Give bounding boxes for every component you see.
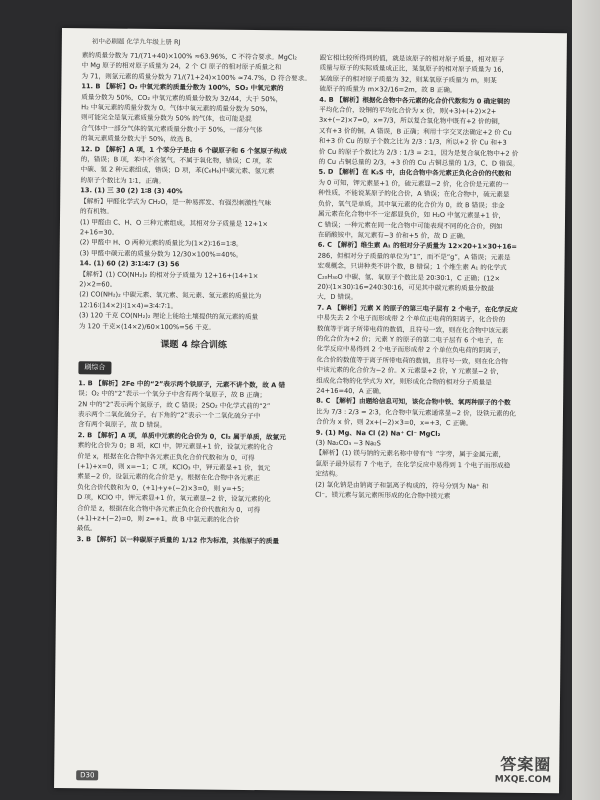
text-line: 合气体中一部分气体的氧元素质量分数小于 50%，一部分气体 [80, 124, 263, 134]
text-line: C₂₀H₃₀O 中碳、氢、氧原子个数比是 20∶30∶1，C 正确；(12× [317, 272, 501, 283]
text-line: 数值等于离子所带电荷的数值，且符号一致，则在化合物中该元素 [316, 324, 509, 335]
text-line: 12. D 【解析】A 项，1 个苯分子是由 6 个碳原子和 6 个氢原子构成 [80, 144, 287, 156]
text-line: 比为 7/3 : 2/3 = 2∶3，化合物中氧元素通常显−2 价，设铁元素的化 [315, 407, 516, 418]
text-line: 286，但相对分子质量的单位为“1”，而不是“g”，A 错误；元素是 [317, 251, 511, 262]
text-line: 的原子个数比为 1∶1，正确。 [80, 176, 166, 185]
text-line: 8. C 【解析】由题给信息可知，该化合物中铁、氧两种原子的个数 [316, 397, 511, 408]
text-line: 某硫原子的相对原子质量为 32，则某氧原子质量为 m，则某 [319, 74, 497, 85]
text-line: 和+3 价 Cu 的原子个数之比为 2/3 : 1/3，所以+2 价 Cu 和+3 [318, 136, 507, 147]
text-line: 中 Mg 原子的相对原子质量为 24，2 个 Cl 原子的相对原子质量之和 [81, 61, 282, 72]
text-line: 2. B 【解析】A 项，单质中元素的化合价为 0，Cl₂ 属于单质，故氯元 [77, 430, 286, 442]
text-line: C 错误；一种元素在同一化合物中可能表现不同的化合价，例如 [317, 220, 503, 231]
text-line: 组成化合物的化学式为 XY，则形成化合物的相对分子质量是 [316, 376, 492, 387]
text-line: 中易失去 2 个电子而形成带 2 个单位正电荷的阳离子，化合价的 [316, 313, 506, 324]
text-line: 素的化合价为 0；B 项，KCl 中，钾元素显+1 价，设氯元素的化合 [77, 441, 274, 452]
text-line: 素的质量分数为 71/(71+40)×100% ≈63.96%，C 不符合要求。MgCl₂ [81, 51, 298, 62]
text-line: 跟它相比较所得到的值，就是该原子的相对原子质量，相对原子 [319, 53, 505, 64]
text-line: D 项，KClO 中，钾元素显+1 价，氧元素显−2 价，设氯元素的化 [77, 493, 271, 504]
text-line: 中该元素的化合价为−2 价。X 元素显+2 价，Y 元素显−2 价， [316, 365, 504, 376]
text-line: 负价，氧气是单质，其中氧元素的化合价为 0，故 B 错误；非金 [318, 199, 505, 210]
text-line: 的，错误；B 项，苯中不含氢气，不属于氧化物，错误；C 项，苯 [80, 155, 273, 166]
text-line: H₂ 中氧元素的质量分数为 0。气体中氧元素的质量分数为 50%， [81, 103, 273, 114]
text-line: 24+16=40，A 正确。 [316, 386, 386, 396]
text-line: 宏观概念，只讲种类不讲个数，B 错误；1 个维生素 A₁ 的化学式 [317, 261, 507, 272]
adjacent-page-edge [572, 0, 600, 800]
text-line: 【解析】(1) CO(NH₂)₂ 的相对分子质量为 12+16+(14+1× [79, 269, 259, 280]
text-line: 中碳、氢 2 种元素组成，错误；D 项，苯(C₆H₆)中碳元素、氢元素 [80, 165, 275, 176]
text-line: 20)∶(1×30)∶16=240∶30∶16，可见其中碳元素的质量分数最 [317, 282, 495, 293]
text-line: 质量与原子的实际质量成正比，某氧原子的相对原子质量为 16， [319, 64, 509, 75]
text-line: 13. (1) 三 30 (2) 1∶8 (3) 40% [80, 186, 183, 196]
watermark-text: 答案圈 [500, 754, 552, 775]
text-line: 6. C 【解析】维生素 A₁ 的相对分子质量为 12×20+1×30+16= [317, 241, 518, 252]
text-line: 误；O₂ 中的“2”表示一个氧分子中含有两个氧原子，故 B 正确； [78, 389, 267, 400]
text-line: 平均化合价，设铜的平均化合价为 x 价，则(+3)+(+2)×2+ [319, 105, 497, 116]
text-line: 硫原子的质量为 m×32/16=2m，故 B 正确。 [319, 84, 457, 95]
text-line: (2) CO(NH₂)₂ 中碳元素、氧元素、氮元素、氢元素的质量比为 [79, 290, 262, 301]
text-line: (+1)+z+(−2)=0，则 z=+1。故 B 中氯元素的化合价 [76, 514, 240, 524]
text-line: 【解析】(1) 镁与钠的元素名称中带有“钅”字旁，属于金属元素， [315, 449, 506, 460]
left-answers-top [79, 50, 312, 333]
text-line: 为 120 千克×(14×2)/60×100%=56 千克。 [78, 321, 216, 332]
text-line: 2)×2=60。 [79, 280, 117, 289]
text-line: Cl⁻，镁元素与氯元素所形成的化合物中镁元素 [315, 490, 451, 501]
text-line: (3) Na₂CO₃ −3 Na₂S [315, 438, 381, 448]
watermark [495, 752, 552, 786]
text-line: 质量分数为 50%，CO₂ 中氧元素的质量分数为 32/44，大于 50%， [81, 92, 283, 103]
text-line: (3) 甲醛中碳元素的质量分数为 12/30×100%=40%。 [79, 248, 243, 259]
section-title: 课题 4 综合训练 [160, 340, 227, 351]
right-column [315, 53, 550, 503]
text-line: 的化合价为+2 价；元素 Y 的原子的第二电子层有 6 个电子，在 [316, 334, 504, 345]
text-line: 最低。 [76, 524, 97, 533]
text-line: 2N 中的“2”表示两个氮原子，故 C 错误；2SO₂ 中化学式前的“2” [78, 399, 271, 410]
text-line: (3) 120 千克 CO(NH₂)₂ 理论上能给土壤提供的氮元素的质量 [78, 311, 259, 322]
text-line: (2) 甲醛中 H、O 两种元素的质量比为(1×2)∶16=1∶8。 [79, 238, 243, 249]
right-answers [315, 53, 550, 503]
left-answers-bottom [77, 378, 309, 547]
text-line: 的 Cu 占铜总量的 2/3，+3 价的 Cu 占铜总量的 1/3，C、D 错误。 [318, 157, 519, 168]
text-line: 又有+3 价的铜，A 错误，B 正确；利用十字交叉法确定+2 价 Cu [318, 126, 512, 137]
text-line: 含有两个氧原子，故 D 错误。 [77, 420, 167, 430]
text-line: 氯原子最外层有 7 个电子，在化学反应中易得到 1 个电子而形成稳 [315, 459, 511, 470]
watermark-url: MXQE.COM [494, 774, 552, 786]
text-line: 9. (1) Mg、Na Cl (2) Na⁺ Cl⁻ MgCl₂ [315, 428, 441, 438]
text-line: 11. B 【解析】O₂ 中氧元素的质量分数为 100%，SO₂ 中氧元素的 [81, 82, 284, 93]
text-line: 价 Cu 的原子个数比为 2/3 : 1/3 = 2∶1，因为是复合氧化物中+2 价 [318, 147, 519, 158]
page-header: 初中必刷题 化学九年级上册 RJ [91, 37, 181, 47]
text-line: 12∶16∶(14×2)∶(1×4)=3∶4∶7∶1。 [79, 300, 178, 310]
text-line: 在硝酸铵中，氮元素有−3 价和+5 价，故 D 正确。 [317, 230, 470, 241]
text-line: 的氧元素质量分数大于 50%，故选 B。 [80, 134, 197, 144]
text-line: 3. B 【解析】以一种碳原子质量的 1/12 作为标准，其他原子的质量 [76, 535, 280, 546]
textbook-page [54, 28, 567, 793]
text-line: 种性质，不能说某原子的化合价，A 错误；在化合物中，硫元素显 [318, 188, 510, 199]
text-line: 5. D 【解析】在 K₂S 中，由化合物中各元素正负化合价的代数和 [318, 168, 512, 179]
section-banner: 刷综合 [78, 362, 111, 375]
text-line: 14. (1) 60 (2) 3∶1∶4∶7 (3) 56 [79, 259, 180, 269]
text-line: 则可能完全是氧元素质量分数为 50% 的气体，也可能是混 [81, 113, 252, 124]
text-line: 素显−2 价，设氯元素的化合价是 y，根据在化合物中各元素正 [77, 472, 261, 483]
text-line: (1) 甲醛由 C、H、O 三种元素组成，其相对分子质量是 12+1× [79, 217, 269, 228]
page-number: D30 [76, 770, 98, 780]
text-line: 2+16=30。 [79, 228, 119, 237]
text-line: 表示两个二氧化硫分子，右下角的“2”表示一个二氧化硫分子中 [77, 410, 261, 421]
text-line: 为 0 可知，钾元素显+1 价，硫元素显−2 价，化合价是元素的一 [318, 178, 509, 189]
text-line: (+1)+x=0，则 x=−1；C 项，KClO₃ 中，钾元素显+1 价，氧元 [77, 462, 271, 473]
text-line: 定结构。 [315, 469, 342, 479]
text-line: 3x+(−2)×7=0，x=7/3，所以复合氧化物中既有+2 价的铜， [319, 116, 505, 127]
text-line: 的有机物。 [80, 207, 114, 216]
text-line: 【解析】甲醛化学式为 CH₂O，是一种易挥发、有强烈刺激性气味 [80, 196, 272, 207]
text-line: (2) 氯化钠是由钠离子和氯离子构成的，符号分别为 Na⁺ 和 [315, 480, 489, 491]
text-line: 合价是 z，根据在化合物中各元素正负化合价代数和为 0，可得 [76, 503, 261, 514]
text-line: 化合价的数值等于离子所带电荷的数值，且符号一致，则在化合物 [316, 355, 508, 366]
text-line: 4. B 【解析】根据化合物中各元素的化合价代数和为 0 确定铜的 [319, 95, 511, 106]
text-line: 为 71，则氯元素的质量分数为 71/(71+24)×100% ≈74.7%，D 符合要求。 [81, 72, 311, 83]
text-line: 价是 x，根据在化合物中各元素正负化合价代数和为 0，可得 [77, 451, 255, 462]
text-line: 大，D 错误。 [317, 293, 358, 302]
text-line: 合价为 x 价，则 2x+(−2)×3=0，x=+3，C 正确。 [315, 417, 473, 428]
text-line: 7. A 【解析】元素 X 的原子的第三电子层有 2 个电子，在化学反应 [317, 303, 518, 314]
text-line: 1. B 【解析】2Fe 中的“2”表示两个铁原子，元素不讲个数，故 A 错 [78, 378, 286, 390]
text-line: 属元素在化合物中不一定都显负价，如 H₂O 中氢元素显+1 价， [318, 209, 506, 220]
text-line: 负化合价代数和为 0，(+1)+y+(−2)×3=0，则 y=+5； [77, 483, 249, 493]
left-column [77, 50, 312, 547]
text-line: 化学反应中易得到 2 个电子而形成带 2 个单位负电荷的阴离子， [316, 345, 505, 356]
